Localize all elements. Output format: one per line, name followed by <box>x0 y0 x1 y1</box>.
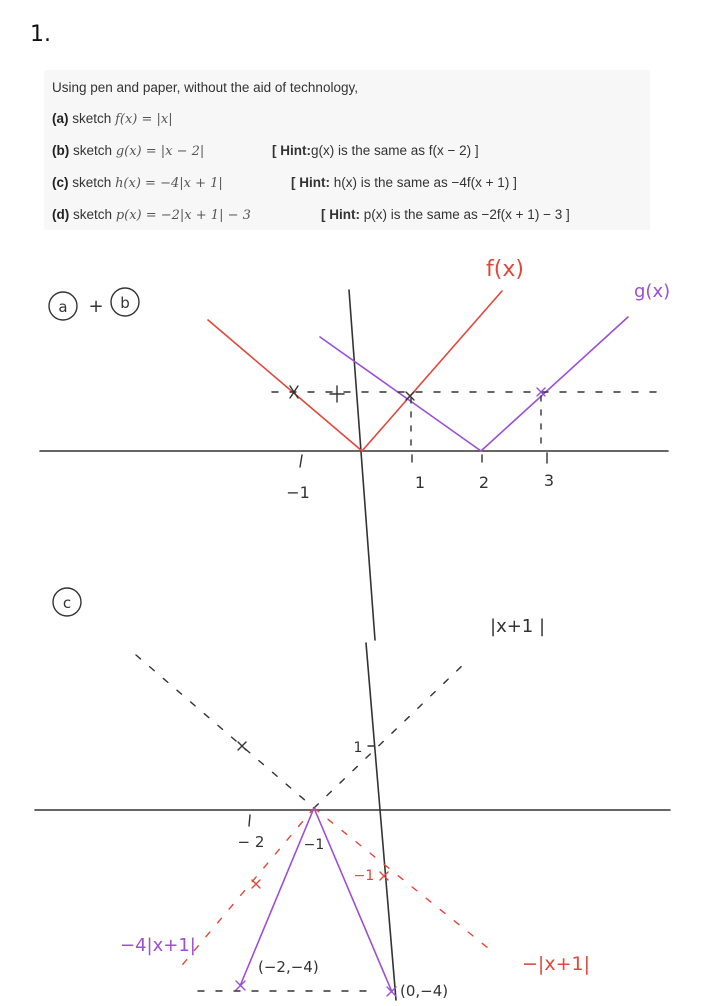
tick-label-3: 3 <box>543 471 555 490</box>
part-c-label: c <box>62 594 72 612</box>
item-verb: sketch <box>72 175 112 190</box>
item-verb: sketch <box>73 207 113 222</box>
cross-mark-red <box>252 880 260 888</box>
cross-mark-red <box>380 872 388 880</box>
item-expression: h(x) = −4|x + 1| <box>115 176 223 191</box>
tick-mark <box>330 386 344 402</box>
hint-label: [ Hint: <box>291 175 330 190</box>
y-axis <box>366 643 396 1000</box>
point-label-right: (0,−4) <box>400 982 449 1000</box>
tick-label-neg2: − 2 <box>237 833 265 851</box>
part-a-label: a <box>58 298 68 316</box>
item-tag: (a) <box>52 111 69 126</box>
point-marker-1 <box>406 392 414 400</box>
tick-neg2 <box>249 815 250 826</box>
hint-label: [ Hint: <box>272 143 311 158</box>
y-axis <box>349 290 375 640</box>
hint-text: g(x) is the same as f(x − 2) ] <box>310 143 479 158</box>
sketch-ab <box>40 257 670 640</box>
item-tag: (d) <box>52 207 70 222</box>
tick-neg1 <box>300 455 302 467</box>
neg-abs-label: −|x+1| <box>522 953 590 975</box>
hint-label: [ Hint: <box>321 207 360 222</box>
tick-label-2: 2 <box>478 473 490 492</box>
abs-graph-right <box>314 662 466 808</box>
sketch-c <box>35 588 670 1000</box>
hint-text: p(x) is the same as −2f(x + 1) − 3 ] <box>363 207 570 222</box>
hint-text: h(x) is the same as −4f(x + 1) ] <box>333 175 517 190</box>
item-verb: sketch <box>72 111 112 126</box>
plus-sign: + <box>88 296 104 317</box>
task-intro: Using pen and paper, without the aid of technology, <box>52 80 358 95</box>
item-expression: p(x) = −2|x + 1| − 3 <box>115 208 251 223</box>
tick-label-neg1: −1 <box>303 837 325 853</box>
neg-abs-graph-right <box>314 808 488 948</box>
tick-label-1: 1 <box>353 740 363 756</box>
tick-label-1: 1 <box>414 473 426 492</box>
item-tag: (c) <box>52 175 69 190</box>
cross-mark <box>238 742 246 750</box>
item-expression: f(x) = |x| <box>115 112 173 127</box>
f-label: f(x) <box>486 257 524 282</box>
g-label: g(x) <box>634 281 671 302</box>
question-number: 1. <box>30 22 51 47</box>
g-graph <box>320 317 628 451</box>
h-label: −4|x+1| <box>120 935 196 956</box>
tick-label-neg1: −1 <box>286 483 310 502</box>
item-expression: g(x) = |x − 2| <box>115 144 205 159</box>
abs-graph-left <box>136 655 314 808</box>
tick-label-neg1-red: −1 <box>353 868 375 884</box>
item-verb: sketch <box>73 143 113 158</box>
part-b-label: b <box>120 294 130 312</box>
item-tag: (b) <box>52 143 70 158</box>
abs-label: |x+1 | <box>490 616 546 637</box>
point-label-left: (−2,−4) <box>258 958 319 976</box>
point-marker-left <box>236 981 245 990</box>
